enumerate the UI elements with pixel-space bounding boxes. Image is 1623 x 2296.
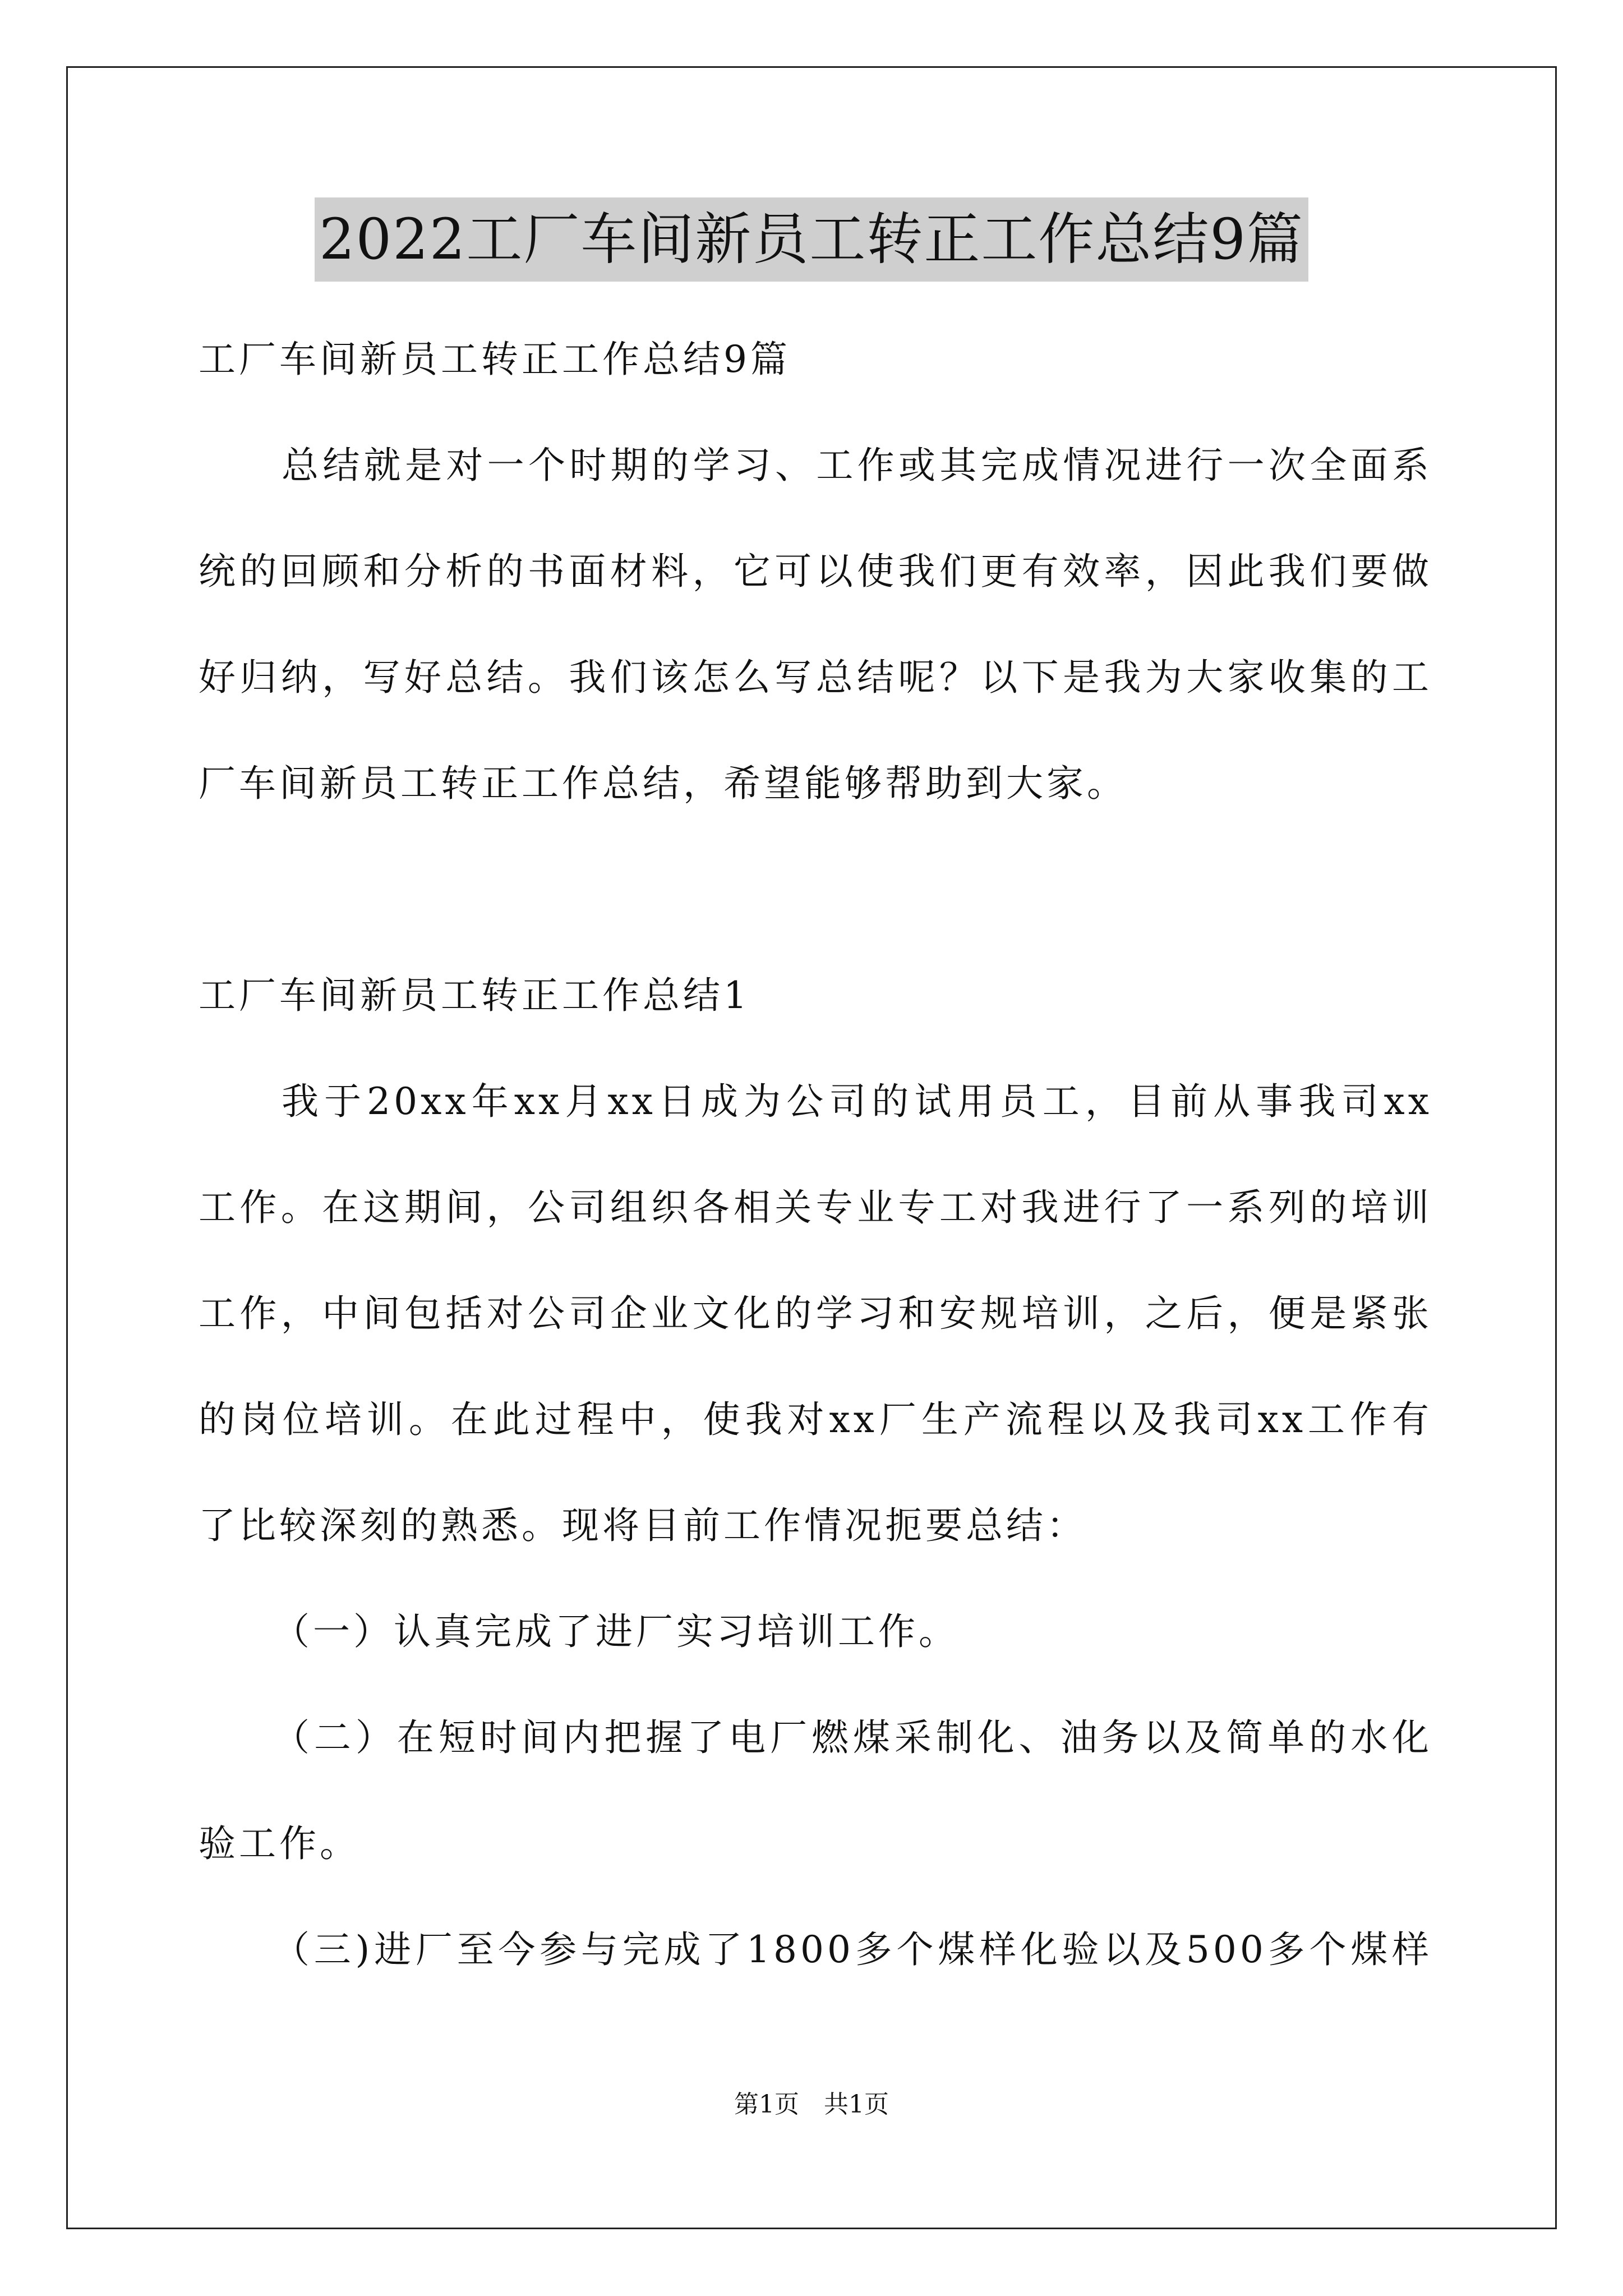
section-line: 了比较深刻的熟悉。现将目前工作情况扼要总结： — [199, 1504, 1087, 1547]
document-subtitle: 工厂车间新员工转正工作总结9篇 — [199, 338, 791, 381]
list-item-1: （一）认真完成了进厂实习培训工作。 — [273, 1610, 959, 1653]
list-item-2-continued: 验工作。 — [199, 1822, 360, 1865]
intro-line: 好归纳，写好总结。我们该怎么写总结呢？以下是我为大家收集的工 — [199, 656, 1432, 699]
document-body — [199, 306, 1432, 2003]
section-heading: 工厂车间新员工转正工作总结1 — [199, 974, 750, 1017]
page-footer: 第1页 共1页 — [734, 2090, 889, 2119]
intro-line: 厂车间新员工转正工作总结，希望能够帮助到大家。 — [199, 762, 1127, 805]
list-item-3: （三)进厂至今参与完成了1800多个煤样化验以及500多个煤样 — [273, 1928, 1432, 1971]
paragraph-gap — [199, 836, 1432, 942]
intro-line: 统的回顾和分析的书面材料，它可以使我们更有效率，因此我们要做 — [199, 550, 1432, 593]
section-line: 的岗位培训。在此过程中，使我对xx厂生产流程以及我司xx工作有 — [199, 1398, 1432, 1441]
document-title: 2022工厂车间新员工转正工作总结9篇 — [315, 197, 1308, 282]
section-line: 我于20xx年xx月xx日成为公司的试用员工，目前从事我司xx — [282, 1080, 1432, 1123]
section-line: 工作。在这期间，公司组织各相关专业专工对我进行了一系列的培训 — [199, 1186, 1432, 1229]
list-item-2: （二）在短时间内把握了电厂燃煤采制化、油务以及简单的水化 — [273, 1716, 1432, 1759]
title-container — [0, 197, 1623, 282]
section-line: 工作，中间包括对公司企业文化的学习和安规培训，之后，便是紧张 — [199, 1292, 1432, 1335]
intro-line: 总结就是对一个时期的学习、工作或其完成情况进行一次全面系 — [282, 444, 1432, 487]
